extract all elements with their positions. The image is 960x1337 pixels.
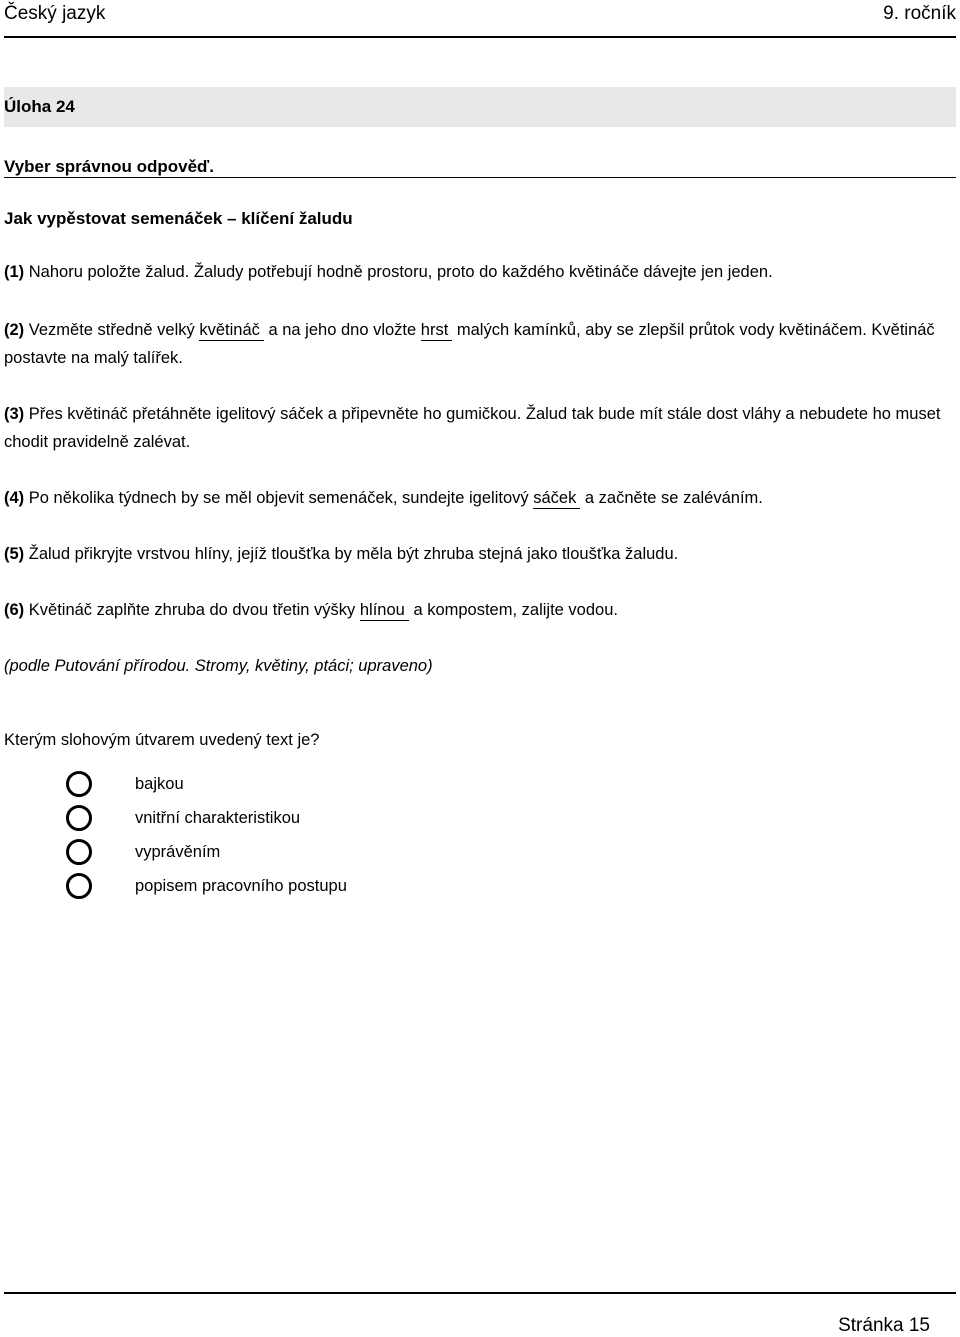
paragraph-text: a na jeho dno vložte xyxy=(268,321,417,339)
paragraph-text: Vezměte středně velký xyxy=(28,321,195,339)
paragraph-3 xyxy=(4,400,956,456)
question-text: Kterým slohovým útvarem uvedený text je? xyxy=(4,731,320,749)
paragraph-6 xyxy=(4,596,956,624)
underlined-word: květináč xyxy=(199,320,264,341)
paragraph-text: a začněte se zaléváním. xyxy=(584,489,763,507)
paragraph-5 xyxy=(4,540,956,568)
answer-option-label[interactable]: popisem pracovního postupu xyxy=(135,877,347,895)
underlined-word: sáček xyxy=(533,488,580,509)
paragraph-text: Po několika týdnech by se měl objevit semenáček, sundejte igelitový xyxy=(28,489,529,507)
radio-button-icon[interactable] xyxy=(66,873,92,899)
underlined-word: hrst xyxy=(421,320,453,341)
paragraph-number: (6) xyxy=(4,601,25,619)
underlined-word: hlínou xyxy=(360,600,409,621)
footer-divider xyxy=(4,1292,956,1294)
paragraph-number: (3) xyxy=(4,405,25,423)
paragraph-text: Květináč zaplňte zhruba do dvou třetin výšky xyxy=(28,601,356,619)
radio-button-icon[interactable] xyxy=(66,771,92,797)
task-instruction: Vyber správnou odpověď. xyxy=(4,157,214,176)
answer-option-2[interactable] xyxy=(66,804,300,832)
page-number: Stránka 15 xyxy=(838,1315,930,1336)
header-divider xyxy=(4,36,956,38)
answer-option-3[interactable] xyxy=(66,838,220,866)
answer-option-label[interactable]: vyprávěním xyxy=(135,843,221,861)
header-grade: 9. ročník xyxy=(883,3,956,24)
answer-option-1[interactable] xyxy=(66,770,184,798)
radio-button-icon[interactable] xyxy=(66,805,92,831)
answer-option-label[interactable]: bajkou xyxy=(135,775,184,793)
article-title: Jak vypěstovat semenáček – klíčení žaludu xyxy=(4,209,353,228)
radio-button-icon[interactable] xyxy=(66,839,92,865)
paragraph-1 xyxy=(4,258,956,286)
header-subject: Český jazyk xyxy=(4,3,106,24)
paragraph-2 xyxy=(4,316,956,372)
answer-option-4[interactable] xyxy=(66,872,347,900)
paragraph-number: (4) xyxy=(4,489,25,507)
paragraph-text: Přes květináč přetáhněte igelitový sáček a připevněte ho gumičkou. Žalud tak bude mít stále dost vláhy a nebudete ho muset chodit pravidelně zalévat. xyxy=(4,405,941,451)
paragraph-number: (1) xyxy=(4,263,25,281)
paragraph-4 xyxy=(4,484,956,512)
paragraph-text: a kompostem, zalijte vodou. xyxy=(413,601,618,619)
paragraph-number: (5) xyxy=(4,545,25,563)
answer-option-label[interactable]: vnitřní charakteristikou xyxy=(135,809,301,827)
article-source: (podle Putování přírodou. Stromy, květiny, ptáci; upraveno) xyxy=(4,657,433,675)
paragraph-text: Nahoru položte žalud. Žaludy potřebují hodně prostoru, proto do každého květináče dávejte jen jeden. xyxy=(28,263,773,281)
task-title-bar xyxy=(4,87,956,127)
paragraph-text: malých kamínků, aby se zlepšil průtok vody květináčem. Květináč postavte na malý talířek. xyxy=(4,321,935,367)
paragraph-number: (2) xyxy=(4,321,25,339)
task-title: Úloha 24 xyxy=(4,97,75,116)
instruction-divider xyxy=(4,177,956,178)
paragraph-text: Žalud přikryjte vrstvou hlíny, jejíž tloušťka by měla být zhruba stejná jako tloušťka žaludu. xyxy=(28,545,679,563)
